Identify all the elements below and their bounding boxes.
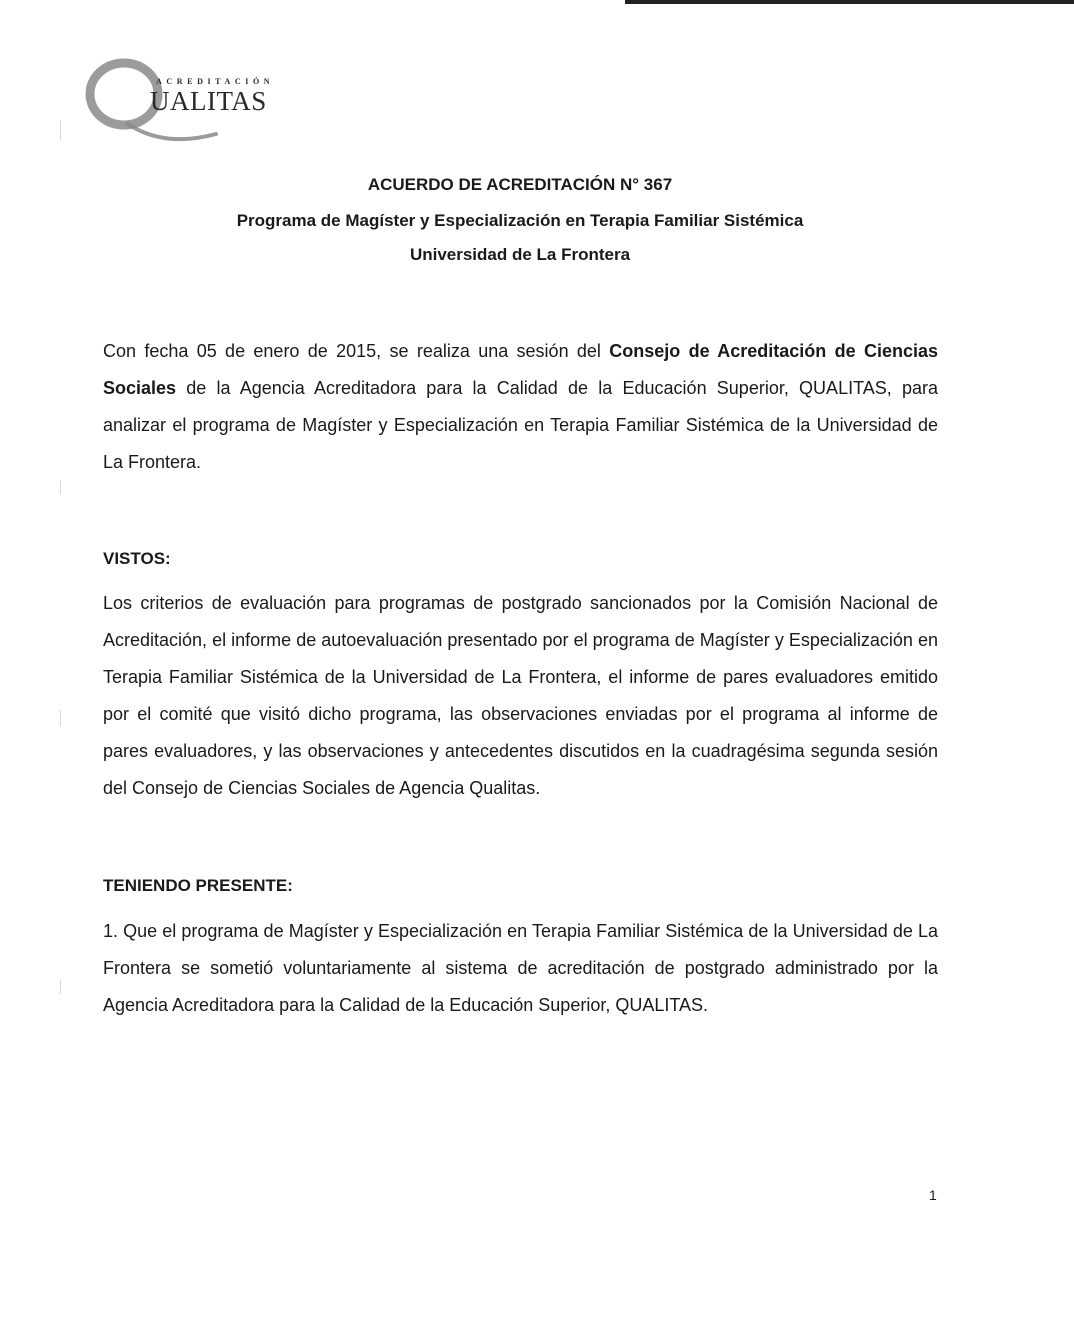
scan-margin-mark: [60, 120, 61, 140]
qualitas-logo: [84, 56, 284, 152]
scan-edge-line: [625, 0, 1074, 4]
teniendo-item-1: 1. Que el programa de Magíster y Especialización en Terapia Familiar Sistémica de la Universidad de La Frontera se sometió voluntariamente al sistema de acreditación de postgrado administrado por la Agencia Acreditadora para la Calidad de la Educación Superior, QUALITAS.: [103, 921, 938, 1015]
document-title: ACUERDO DE ACREDITACIÓN N° 367: [367, 175, 673, 194]
intro-paragraph: [103, 333, 938, 481]
teniendo-heading: TENIENDO PRESENTE:: [103, 876, 293, 895]
logo-tagline: ACREDITACIÓN: [156, 77, 275, 86]
logo-wordmark: UALITAS: [150, 86, 267, 116]
vistos-paragraph: Los criterios de evaluación para programas de postgrado sancionados por la Comisión Nacional de Acreditación, el informe de autoevaluación presentado por el programa de Magíster y Especialización en Terapia Familiar Sistémica de la Universidad de La Frontera, el informe de pares evaluadores emitido por el comité que visitó dicho programa, las observaciones enviadas por el programa al informe de pares evaluadores, y las observaciones y antecedentes discutidos en la cuadragésima segunda sesión del Consejo de Ciencias Sociales de Agencia Qualitas.: [103, 593, 938, 798]
intro-text-after: de la Agencia Acreditadora para la Calidad de la Educación Superior, QUALITAS, para analizar el programa de Magíster y Especialización en Terapia Familiar Sistémica de la Universidad de La Frontera.: [103, 378, 938, 472]
scan-margin-mark: [60, 480, 61, 494]
vistos-heading: VISTOS:: [103, 549, 171, 568]
program-name: Programa de Magíster y Especialización en Terapia Familiar Sistémica: [236, 211, 804, 230]
page-number: 1: [929, 1187, 937, 1203]
scan-margin-mark: [60, 710, 61, 726]
council-name: Consejo de Acreditación de Ciencias Sociales: [103, 341, 938, 398]
intro-text-before: Con fecha 05 de enero de 2015, se realiza una sesión del: [103, 341, 610, 361]
scan-margin-mark: [60, 980, 61, 994]
university-name: Universidad de La Frontera: [409, 245, 631, 264]
